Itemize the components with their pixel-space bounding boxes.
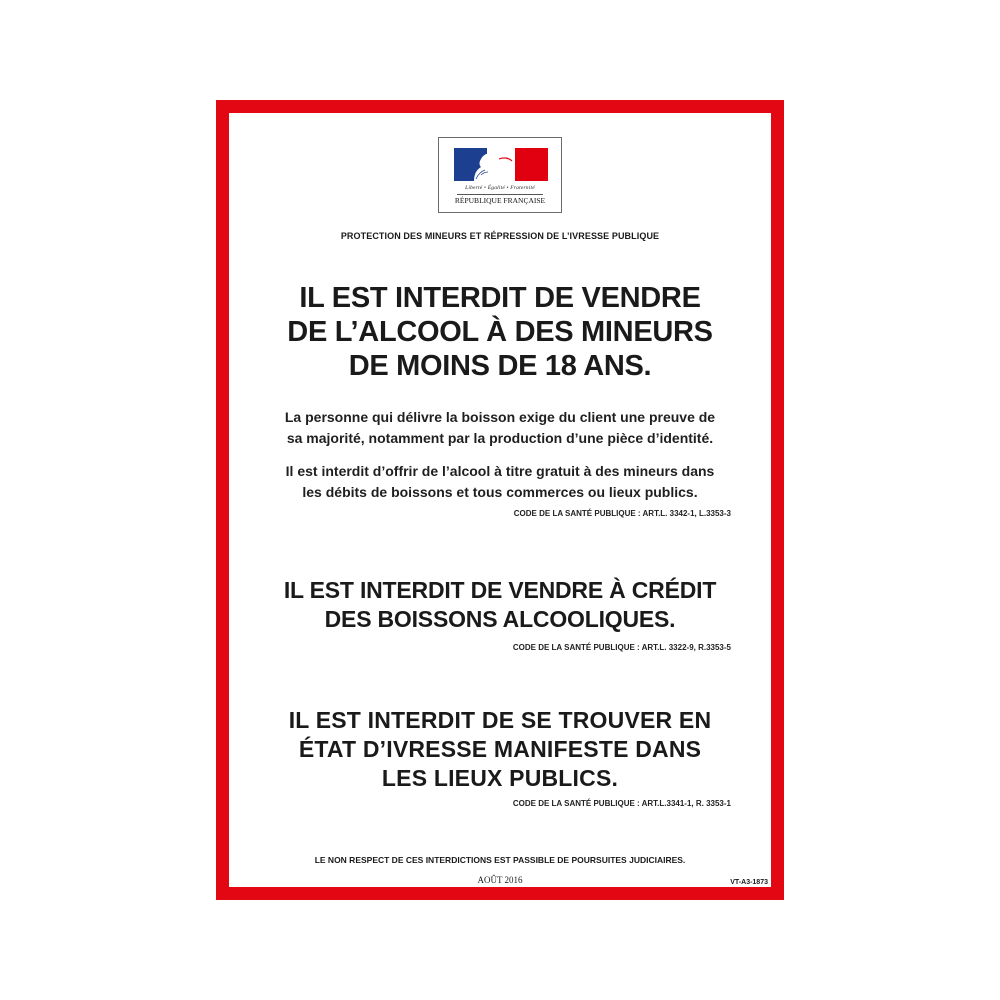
- heading-line: LES LIEUX PUBLICS.: [381, 765, 619, 791]
- paragraph-line: les débits de boissons et tous commerces ou lieux publics.: [302, 484, 698, 500]
- heading-line: IL EST INTERDIT DE VENDRE À CRÉDIT: [283, 577, 717, 603]
- heading-line: IL EST INTERDIT DE VENDRE: [299, 282, 701, 314]
- heading-line: DE MOINS DE 18 ANS.: [348, 350, 652, 382]
- paragraph-line: La personne qui délivre la boisson exige du client une preuve de: [284, 409, 716, 425]
- heading-line: DE L’ALCOOL À DES MINEURS: [287, 316, 713, 348]
- heading-minors-sale: [229, 281, 771, 383]
- heading-public-drunkenness: [229, 706, 771, 793]
- legal-code-reference: CODE DE LA SANTÉ PUBLIQUE : ART.L.3341-1, R. 3353-1: [512, 799, 731, 808]
- republic-name: RÉPUBLIQUE FRANÇAISE: [454, 196, 546, 205]
- poster-frame: [216, 100, 784, 900]
- heading-line: IL EST INTERDIT DE SE TROUVER EN: [288, 707, 712, 733]
- heading-credit-sale: [229, 576, 771, 634]
- paragraph-free-alcohol: [229, 461, 771, 503]
- poster-reference-code: VT-A3-1873: [730, 879, 768, 886]
- heading-line: DES BOISSONS ALCOOLIQUES.: [324, 606, 676, 632]
- paragraph-proof-of-age: [229, 407, 771, 449]
- poster-date: AOÛT 2016: [477, 875, 523, 885]
- marianne-flag-icon: [454, 148, 548, 181]
- republic-motto: Liberté • Égalité • Fraternité: [465, 185, 535, 191]
- logo-divider: [457, 194, 543, 195]
- heading-line: ÉTAT D’IVRESSE MANIFESTE DANS: [298, 736, 702, 762]
- poster-header: PROTECTION DES MINEURS ET RÉPRESSION DE L’IVRESSE PUBLIQUE: [340, 231, 660, 241]
- legal-code-reference: CODE DE LA SANTÉ PUBLIQUE : ART.L. 3322-9, R.3353-5: [512, 643, 731, 652]
- republique-francaise-logo: [438, 137, 562, 213]
- legal-code-reference: CODE DE LA SANTÉ PUBLIQUE : ART.L. 3342-1, L.3353-3: [513, 509, 731, 518]
- poster-footer-warning: LE NON RESPECT DE CES INTERDICTIONS EST PASSIBLE DE POURSUITES JUDICIAIRES.: [314, 855, 686, 865]
- paragraph-line: Il est interdit d’offrir de l’alcool à titre gratuit à des mineurs dans: [285, 463, 715, 479]
- paragraph-line: sa majorité, notamment par la production d’une pièce d’identité.: [286, 430, 714, 446]
